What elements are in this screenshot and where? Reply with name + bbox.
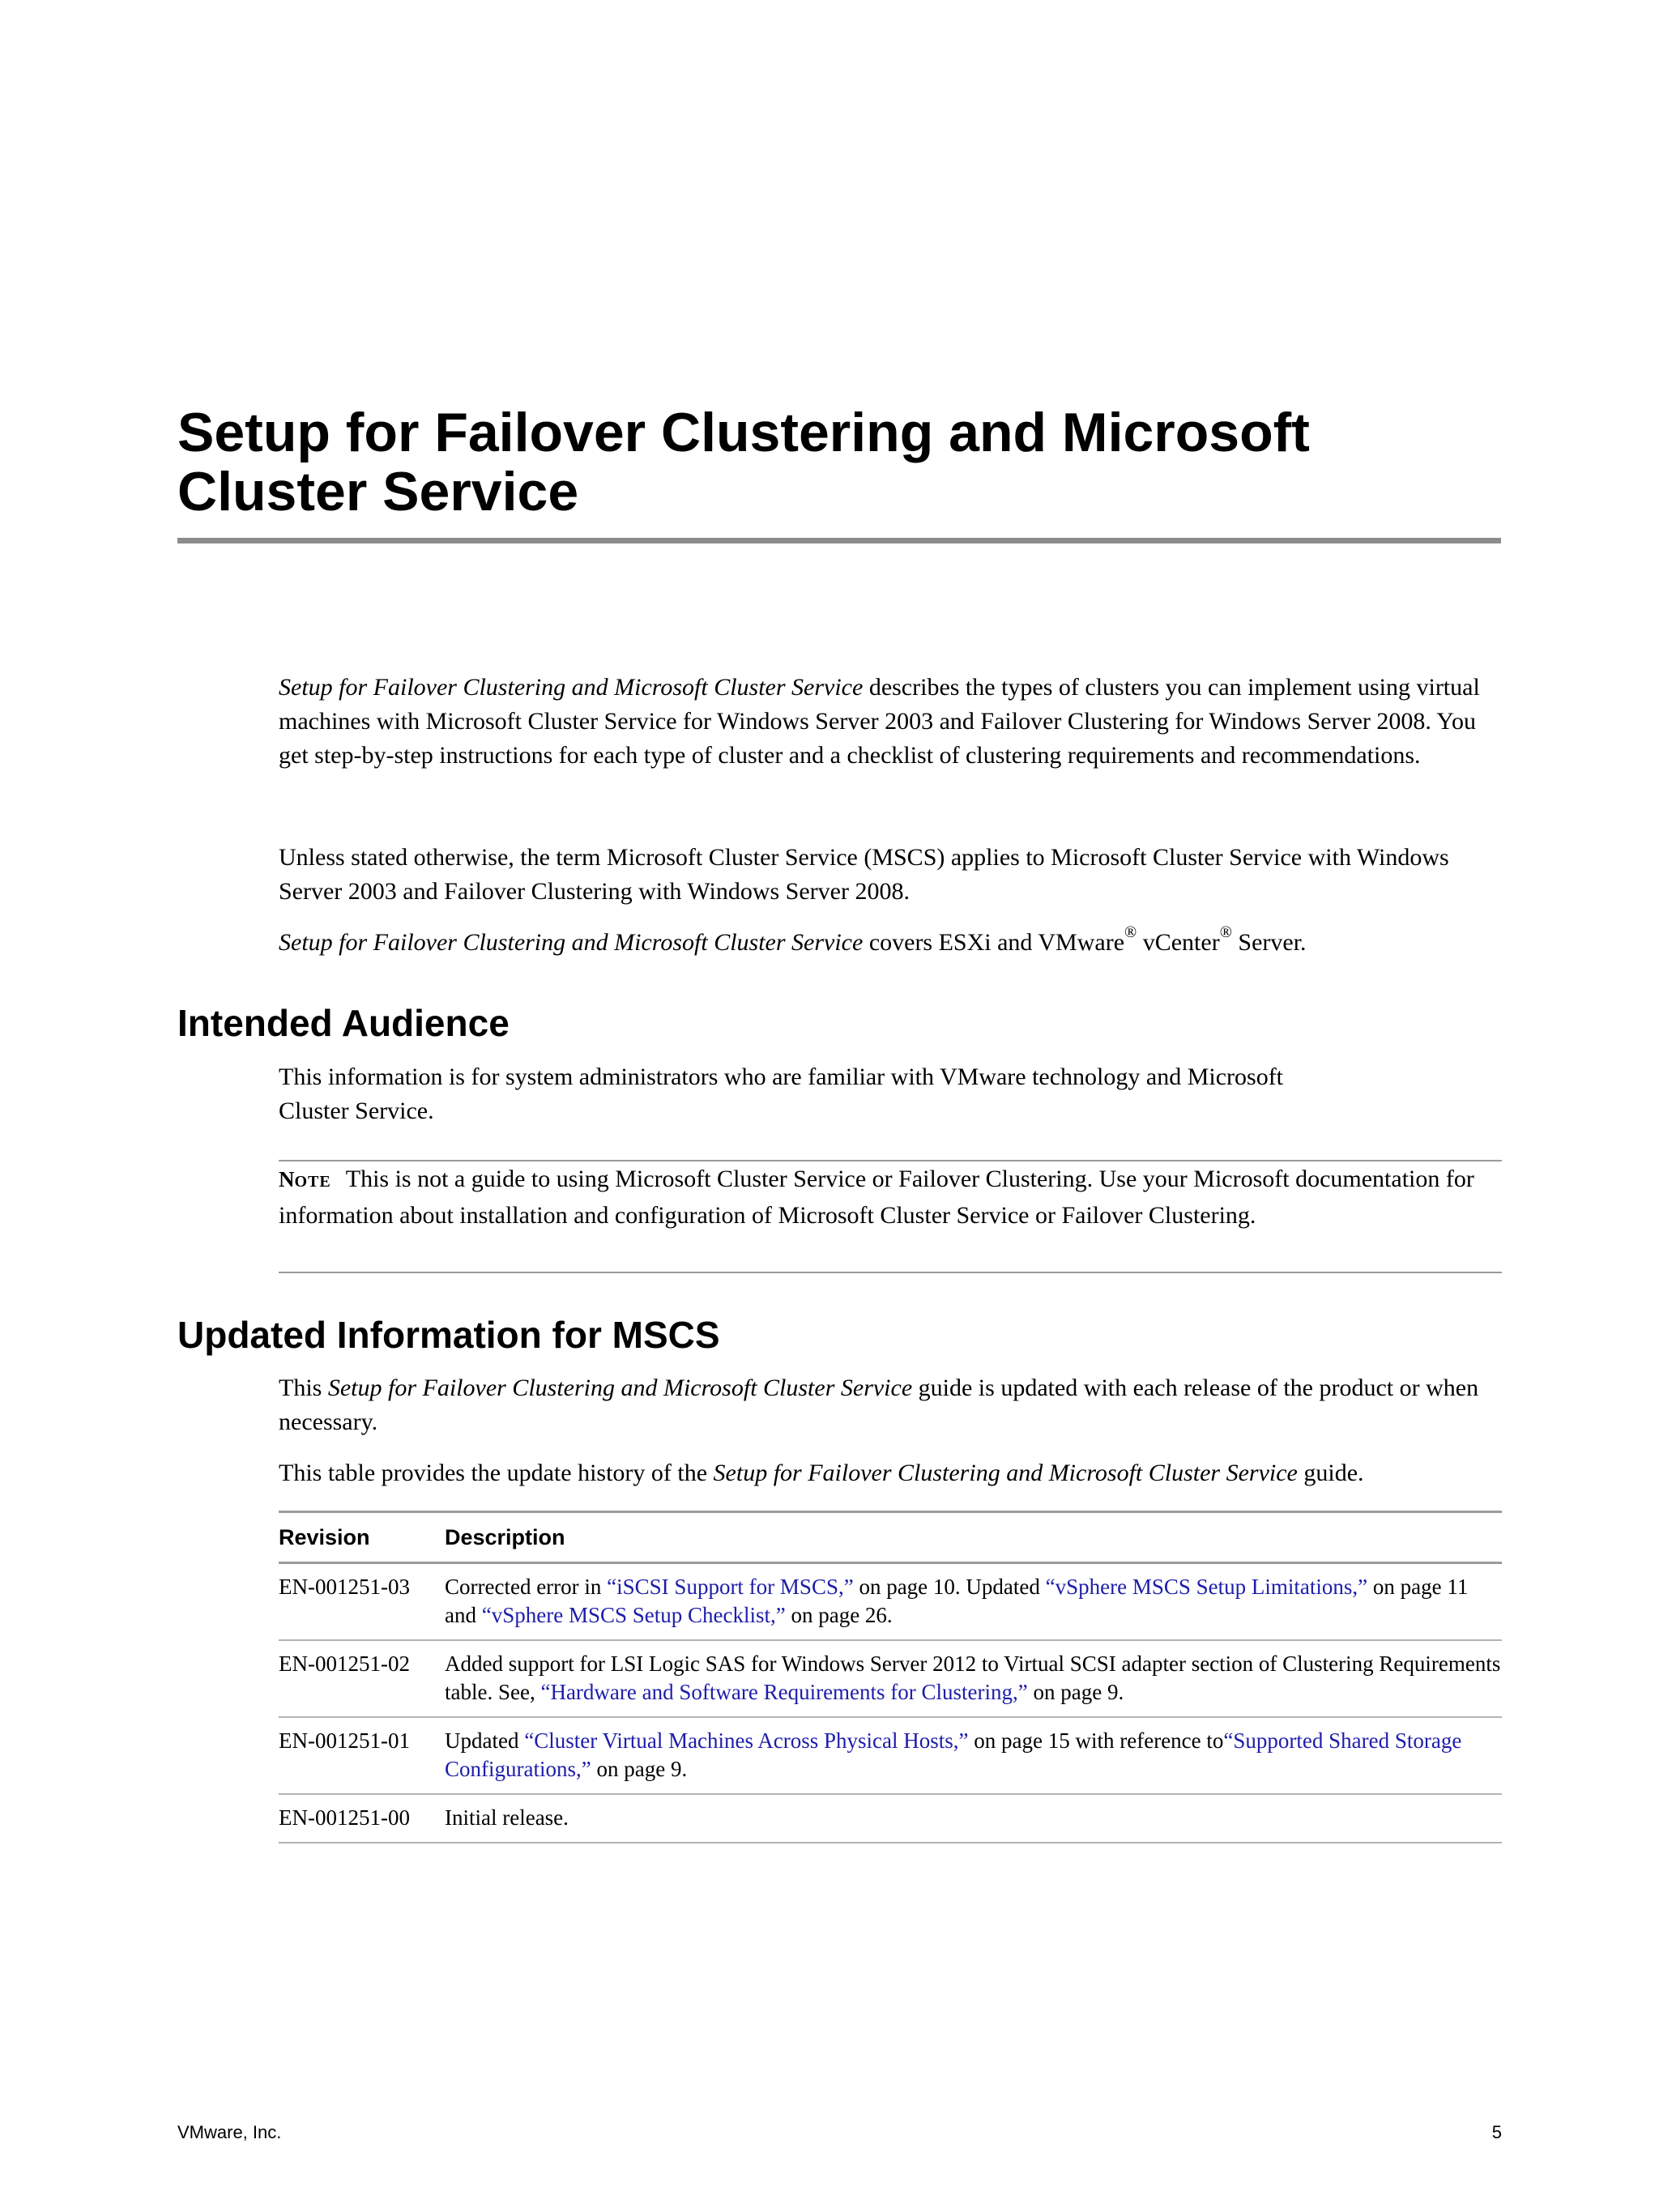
intro-paragraph-1: Setup for Failover Clustering and Microsoft Cluster Service describes the types of clusters you can implement using virtual machines with Microsoft Cluster Service for Windows Server 2003 and Failover Clustering for Windows Server 2008. You get step-by-step instructions for each type of cluster and a checklist of clustering requirements and recommendations. — [279, 674, 1480, 769]
revision-cell: EN-001251-03 — [279, 1575, 410, 1599]
title-rule — [177, 538, 1501, 543]
doc-title-italic: Setup for Failover Clustering and Microsoft Cluster Service — [279, 674, 864, 701]
updated-paragraph-1: This Setup for Failover Clustering and Microsoft Cluster Service guide is updated with each release of the product or when necessary. — [279, 1375, 1479, 1435]
description-cell: Initial release. — [445, 1805, 569, 1830]
note-label: NOTE — [279, 1167, 331, 1191]
note-bottom-rule — [279, 1272, 1502, 1273]
column-header-description: Description — [445, 1524, 565, 1549]
table-bottom-rule — [279, 1842, 1502, 1843]
table-header-row — [279, 1513, 1502, 1562]
table-row — [279, 1641, 1502, 1716]
link-cluster-across-hosts[interactable]: “Cluster Virtual Machines Across Physical Hosts,” — [524, 1728, 969, 1753]
doc-title-italic: Setup for Failover Clustering and Microsoft Cluster Service — [279, 929, 864, 956]
heading-updated-information: Updated Information for MSCS — [177, 1314, 720, 1356]
link-hardware-software-requirements[interactable]: “Hardware and Software Requirements for Clustering,” — [540, 1680, 1028, 1704]
description-cell: Added support for LSI Logic SAS for Windows Server 2012 to Virtual SCSI adapter section of Clustering Requirements table. See, “Hardware and Software Requirements for Clustering,” on page 9. — [445, 1652, 1501, 1704]
footer-page-number: 5 — [1491, 2122, 1502, 2142]
update-history-table — [279, 1511, 1502, 1843]
link-iscsi-support[interactable]: “iSCSI Support for MSCS,” — [607, 1575, 854, 1599]
heading-intended-audience: Intended Audience — [177, 1002, 510, 1044]
footer-company: VMware, Inc. — [177, 2122, 282, 2142]
description-cell: Updated “Cluster Virtual Machines Across Physical Hosts,” on page 15 with reference to“Supported Shared Storage Configurations,” on page 9. — [445, 1728, 1462, 1781]
note-block — [279, 1162, 1502, 1233]
column-header-revision: Revision — [279, 1524, 370, 1549]
revision-cell: EN-001251-01 — [279, 1728, 410, 1753]
table-row — [279, 1564, 1502, 1639]
audience-paragraph: This information is for system administrators who are familiar with VMware technology and Microsoft Cluster Service. — [279, 1063, 1284, 1124]
updated-paragraph-2: This table provides the update history of the Setup for Failover Clustering and Microsoft Cluster Service guide. — [279, 1460, 1364, 1486]
revision-cell: EN-001251-00 — [279, 1805, 410, 1830]
intro-paragraph-2: Unless stated otherwise, the term Microsoft Cluster Service (MSCS) applies to Microsoft Cluster Service with Windows Server 2003 and Failover Clustering with Windows Server 2008. — [279, 844, 1449, 905]
registered-mark: ® — [1124, 923, 1137, 941]
doc-title-italic: Setup for Failover Clustering and Microsoft Cluster Service — [327, 1375, 913, 1401]
revision-cell: EN-001251-02 — [279, 1652, 410, 1676]
registered-mark: ® — [1219, 923, 1232, 941]
table-row — [279, 1795, 1502, 1842]
link-setup-limitations[interactable]: “vSphere MSCS Setup Limitations,” — [1045, 1575, 1368, 1599]
page-title: Setup for Failover Clustering and Microsoft Cluster Service — [177, 402, 1310, 522]
link-shared-storage-configurations[interactable]: “Supported Shared Storage Configurations,” — [445, 1728, 1462, 1781]
intro-paragraph-3: Setup for Failover Clustering and Microsoft Cluster Service covers ESXi and VMware® vCenter® Server. — [279, 923, 1307, 956]
note-text: This is not a guide to using Microsoft Cluster Service or Failover Clustering. Use your Microsoft documentation for information about installation and configuration of Microsoft Cluster Service or Failover Clustering. — [279, 1166, 1474, 1229]
description-cell: Corrected error in “iSCSI Support for MSCS,” on page 10. Updated “vSphere MSCS Setup Limitations,” on page 11 and “vSphere MSCS Setup Checklist,” on page 26. — [445, 1575, 1469, 1627]
note-top-rule — [279, 1160, 1502, 1161]
doc-title-italic: Setup for Failover Clustering and Microsoft Cluster Service — [713, 1460, 1298, 1486]
link-setup-checklist[interactable]: “vSphere MSCS Setup Checklist,” — [481, 1603, 786, 1627]
table-row — [279, 1718, 1502, 1793]
